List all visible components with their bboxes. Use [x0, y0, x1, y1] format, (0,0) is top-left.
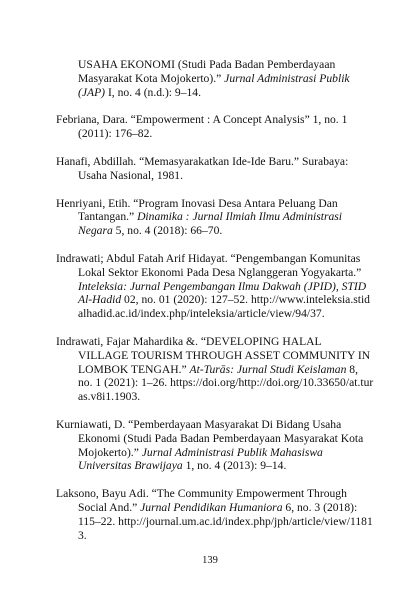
reference-journal: Inteleksia: Jurnal Pengembangan Ilmu Dakwah (JPID), STID Al-Hadid: [78, 279, 367, 307]
reference-entry: [56, 252, 374, 321]
reference-text: Febriana, Dara. “Empowerment : A Concept Analysis” 1, no. 1 (2011): 176–82.: [56, 113, 348, 141]
reference-journal: At-Turās: Jurnal Studi Keislaman: [189, 362, 347, 376]
reference-details: 02, no. 01 (2020): 127–52.: [121, 293, 251, 307]
reference-text: Hanafi, Abdillah. “Memasyarakatkan Ide-Ide Baru.” Surabaya: Usaha Nasional, 1981.: [56, 154, 349, 182]
reference-journal: Jurnal Administrasi Publik Mahasiswa Universitas Brawijaya: [78, 445, 323, 473]
reference-details: 6, no. 3 (2018): 115–22.: [78, 500, 358, 528]
reference-text: Laksono, Bayu Adi. “The Community Empowerment Through Social And.”: [56, 487, 347, 514]
reference-entry: [56, 58, 374, 99]
bibliography: [56, 58, 374, 556]
reference-text: Henriyani, Etih. “Program Inovasi Desa Antara Peluang Dan Tantangan.”: [56, 196, 338, 224]
reference-text: Kurniawati, D. “Pemberdayaan Masyarakat Di Bidang Usaha Ekonomi (Studi Pada Badan Pemberdayaan Masyarakat Kota Mojokerto).”: [56, 417, 364, 459]
reference-text: Indrawati; Abdul Fatah Arif Hidayat. “Pengembangan Komunitas Lokal Sektor Ekonomi Pada Desa Nglanggeran Yogyakarta.”: [56, 251, 362, 279]
reference-journal: Jurnal Pendidikan Humaniora: [140, 500, 283, 514]
reference-entry: [56, 155, 374, 183]
reference-entry: [56, 197, 374, 238]
reference-details: I, no. 4 (n.d.): 9–14.: [105, 85, 202, 99]
reference-entry: [56, 113, 374, 141]
reference-entry: [56, 335, 374, 404]
reference-text: USAHA EKONOMI (Studi Pada Badan Pemberdayaan Masyarakat Kota Mojokerto).”: [78, 58, 336, 85]
reference-entry: [56, 487, 374, 542]
reference-entry: [56, 418, 374, 473]
reference-details: 5, no. 4 (2018): 66–70.: [112, 224, 223, 238]
reference-journal: Dinamika : Jurnal Ilmiah Ilmu Administrasi Negara: [78, 210, 342, 238]
reference-url[interactable]: http://www.inteleksia.stidalhadid.ac.id/index.php/inteleksia/article/view/94/37.: [78, 293, 370, 321]
reference-text: Indrawati, Fajar Mahardika &. “DEVELOPING HALAL VILLAGE TOURISM THROUGH ASSET COMMUNITY IN LOMBOK TENGAH.”: [56, 334, 371, 376]
reference-journal: Jurnal Administrasi Publik (JAP): [78, 71, 350, 99]
reference-details: 8, no. 1 (2021): 1–26.: [78, 362, 358, 390]
reference-details: 1, no. 4 (2013): 9–14.: [182, 459, 287, 473]
reference-url[interactable]: https://doi.org/http://doi.org/10.33650/at.turas.v8i1.1903.: [78, 376, 374, 404]
page-number: 139: [202, 555, 218, 566]
reference-url[interactable]: http://journal.um.ac.id/index.php/jph/article/view/11813.: [78, 514, 373, 542]
